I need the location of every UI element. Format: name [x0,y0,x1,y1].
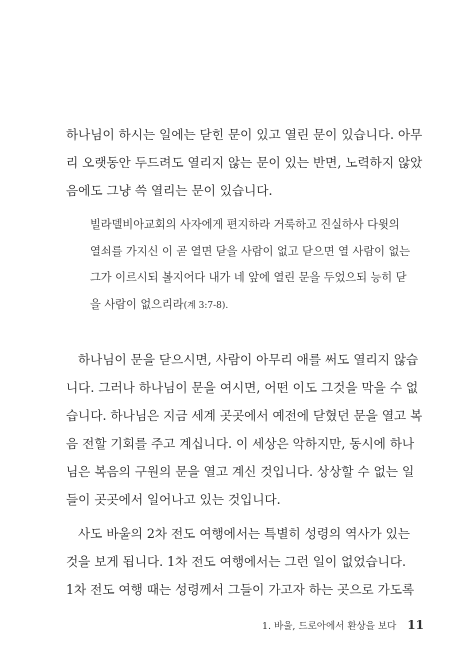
text-line: 하나님이 문을 닫으시면, 사람이 아무리 애를 써도 열리지 않습 [78,352,419,367]
text-line: 음 전할 기회를 주고 계십니다. 이 세상은 악하지만, 동시에 하나 [66,436,415,451]
page-footer [262,618,424,632]
quote-line-last [90,292,430,319]
text-line: 님은 복음의 구원의 문을 열고 계신 것입니다. 상상할 수 없는 일 [66,464,415,479]
text-line: 사도 바울의 2차 전도 여행에서는 특별히 성령의 역사가 있는 [78,526,411,541]
text-line: 하나님이 하시는 일에는 닫힌 문이 있고 열린 문이 있습니다. 아무 [66,127,423,142]
text-line: 리 오랫동안 두드려도 열리지 않는 문이 있는 반면, 노력하지 않았 [66,155,423,170]
text-line: 1차 전도 여행 때는 성령께서 그들이 가고자 하는 곳으로 가도록 [66,582,415,597]
paragraph-second-journey [66,520,432,604]
paragraph-doors [66,121,432,205]
scripture-quote [90,212,430,318]
text-line: 것을 보게 됩니다. 1차 전도 여행에서는 그런 일이 없었습니다. [66,554,407,569]
text-line: 니다. 그러나 하나님이 문을 여시면, 어떤 이도 그것을 막을 수 없 [66,380,419,395]
quote-line: 그가 이르시되 볼지어다 내가 네 앞에 열린 문을 두었으되 능히 닫 [90,271,407,284]
quote-line: 빌라델비아교회의 사자에게 편지하라 거룩하고 진실하사 다윗의 [90,218,400,231]
scripture-reference: (계 3:7-8). [183,300,229,311]
quote-line: 열쇠를 가지신 이 곧 열면 닫을 사람이 없고 닫으면 열 사람이 없는 [90,244,411,258]
text-line: 음에도 그냥 쓱 열리는 문이 있습니다. [66,183,273,198]
text-line: 들이 곳곳에서 일어나고 있는 것입니다. [66,492,281,507]
chapter-title: 1. 바울, 드로아에서 환상을 보다 [261,621,397,632]
quote-line-text: 을 사람이 없으리라 [90,297,184,311]
page-number: 11 [407,618,424,632]
paragraph-god-opens [66,346,432,514]
text-line: 습니다. 하나님은 지금 세계 곳곳에서 예전에 닫혔던 문을 열고 복 [66,408,423,423]
